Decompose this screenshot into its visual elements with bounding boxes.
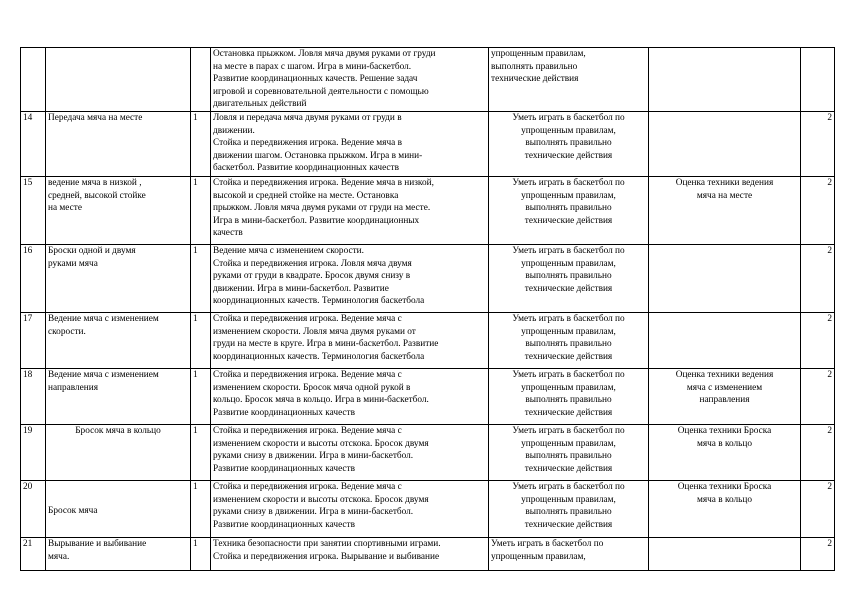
requirements-cell bbox=[489, 176, 649, 244]
activity-line: Стойка и передвижения игрока. Ловля мяча двумя bbox=[213, 258, 412, 269]
requirement-line: технические действия bbox=[524, 283, 613, 294]
control-cell bbox=[649, 368, 801, 424]
activity-line: Развитие координационных качеств bbox=[213, 463, 356, 474]
requirement-line: упрощенным правилам, bbox=[521, 258, 616, 269]
requirement-line: технические действия bbox=[524, 351, 613, 362]
requirement-line: упрощенным правилам, bbox=[521, 438, 616, 449]
topic-cell bbox=[46, 244, 191, 312]
requirement-line: технические действия bbox=[524, 215, 613, 226]
activities-cell bbox=[211, 312, 489, 368]
topic-line: средней, высокой стойке bbox=[48, 190, 146, 201]
lesson-number: 19 bbox=[23, 425, 33, 436]
hours-value: 1 bbox=[193, 538, 198, 549]
requirement-line: упрощенным правилам, bbox=[521, 190, 616, 201]
hours-value: 1 bbox=[193, 369, 198, 380]
topic-line: направления bbox=[48, 382, 98, 393]
control-cell bbox=[649, 48, 801, 112]
lesson-number-cell bbox=[21, 312, 46, 368]
hours-value: 1 bbox=[193, 481, 198, 492]
requirements-cell bbox=[489, 537, 649, 570]
topic-line: Броски одной и двумя bbox=[48, 245, 136, 256]
requirements-cell bbox=[489, 48, 649, 112]
topic-line: Ведение мяча с изменением bbox=[48, 313, 159, 324]
grade-cell bbox=[801, 176, 835, 244]
control-cell bbox=[649, 537, 801, 570]
requirement-line: Уметь играть в баскетбол по bbox=[512, 313, 625, 324]
requirement-line: упрощенным правилам, bbox=[491, 49, 586, 59]
requirement-line: технические действия bbox=[491, 74, 579, 85]
activities-cell bbox=[211, 111, 489, 176]
activity-line: двигательных действий bbox=[213, 99, 307, 110]
activity-line: Стойка и передвижения игрока. Ведение мяча с bbox=[213, 369, 402, 380]
lesson-number: 15 bbox=[23, 177, 33, 188]
requirement-line: Уметь играть в баскетбол по bbox=[512, 481, 625, 492]
grade-value: 2 bbox=[827, 313, 832, 324]
activity-line: игровой и соревновательной деятельности с помощью bbox=[213, 86, 429, 97]
topic-line: скорости. bbox=[48, 326, 86, 337]
topic-line: Бросок мяча bbox=[48, 505, 98, 516]
topic-line: руками мяча bbox=[48, 258, 98, 269]
requirement-line: выполнять правильно bbox=[525, 451, 612, 462]
hours-cell bbox=[191, 111, 211, 176]
activities-cell bbox=[211, 424, 489, 480]
requirement-line: технические действия bbox=[524, 407, 613, 418]
activity-line: Стойка и передвижения игрока. Ведение мяча в низкой, bbox=[213, 177, 434, 188]
topic-cell bbox=[46, 368, 191, 424]
requirement-line: выполнять правильно bbox=[525, 395, 612, 406]
hours-cell bbox=[191, 537, 211, 570]
table-row bbox=[21, 312, 835, 368]
lesson-number-cell bbox=[21, 48, 46, 112]
control-line: Оценка техники ведения bbox=[675, 177, 774, 188]
control-line: мяча в кольцо bbox=[696, 494, 753, 505]
topic-line: Передача мяча на месте bbox=[48, 112, 143, 123]
grade-value: 2 bbox=[827, 538, 832, 549]
topic-line: Бросок мяча в кольцо bbox=[75, 425, 161, 436]
hours-cell bbox=[191, 480, 211, 537]
requirement-line: упрощенным правилам, bbox=[521, 494, 616, 505]
control-line: Оценка техники ведения bbox=[675, 369, 774, 380]
activity-line: Игра в мини-баскетбол. Развитие координационных bbox=[213, 215, 420, 226]
lesson-number: 16 bbox=[23, 245, 33, 256]
topic-line: мяча. bbox=[48, 551, 70, 562]
activity-line: Стойка и передвижения игрока. Вырывание и выбивание bbox=[213, 551, 440, 562]
topic-line: ведение мяча в низкой , bbox=[48, 177, 142, 188]
grade-cell bbox=[801, 368, 835, 424]
control-cell bbox=[649, 111, 801, 176]
hours-cell bbox=[191, 368, 211, 424]
topic-cell bbox=[46, 48, 191, 112]
hours-value: 1 bbox=[193, 112, 198, 123]
hours-cell bbox=[191, 176, 211, 244]
requirements-cell bbox=[489, 244, 649, 312]
activities-cell bbox=[211, 368, 489, 424]
requirement-line: выполнять правильно bbox=[525, 203, 612, 214]
activity-line: координационных качеств. Терминология баскетбола bbox=[213, 351, 425, 362]
activity-line: баскетбол. Развитие координационных качеств bbox=[213, 163, 400, 174]
activity-line: качеств bbox=[213, 228, 243, 239]
hours-cell bbox=[191, 244, 211, 312]
activity-line: Техника безопасности при занятии спортивными играми. bbox=[213, 538, 441, 549]
requirements-cell bbox=[489, 368, 649, 424]
grade-value: 2 bbox=[827, 481, 832, 492]
requirement-line: технические действия bbox=[524, 463, 613, 474]
lesson-number-cell bbox=[21, 111, 46, 176]
table-row bbox=[21, 537, 835, 570]
requirement-line: Уметь играть в баскетбол по bbox=[512, 369, 625, 380]
topic-line: Ведение мяча с изменением bbox=[48, 369, 159, 380]
activity-line: прыжком. Ловля мяча двумя руками от груди на месте. bbox=[213, 203, 431, 214]
activity-line: изменением скорости и высоты отскока. Бросок двумя bbox=[213, 494, 429, 505]
activity-line: руками снизу в движении. Игра в мини-баскетбол. bbox=[213, 451, 414, 462]
requirements-cell bbox=[489, 480, 649, 537]
activity-line: изменением скорости и высоты отскока. Бросок двумя bbox=[213, 438, 429, 449]
topic-spacer bbox=[48, 481, 188, 505]
requirement-line: упрощенным правилам, bbox=[521, 125, 616, 136]
requirement-line: Уметь играть в баскетбол по bbox=[512, 112, 625, 123]
activity-line: Остановка прыжком. Ловля мяча двумя руками от груди bbox=[213, 49, 436, 59]
activity-line: Развитие координационных качеств. Решение задач bbox=[213, 74, 418, 85]
activity-line: Развитие координационных качеств bbox=[213, 519, 356, 530]
activity-line: Ловля и передача мяча двумя руками от груди в bbox=[213, 112, 402, 123]
control-line: направления bbox=[699, 395, 750, 406]
table-row bbox=[21, 368, 835, 424]
topic-line: на месте bbox=[48, 203, 82, 214]
topic-cell bbox=[46, 424, 191, 480]
lesson-number: 21 bbox=[23, 538, 33, 549]
grade-cell bbox=[801, 480, 835, 537]
grade-cell bbox=[801, 111, 835, 176]
requirement-line: выполнять правильно bbox=[525, 138, 612, 149]
topic-cell bbox=[46, 312, 191, 368]
hours-cell bbox=[191, 312, 211, 368]
lesson-number: 17 bbox=[23, 313, 33, 324]
activities-cell bbox=[211, 244, 489, 312]
hours-value: 1 bbox=[193, 245, 198, 256]
lesson-number: 20 bbox=[23, 481, 33, 492]
grade-cell bbox=[801, 244, 835, 312]
lesson-number-cell bbox=[21, 176, 46, 244]
lesson-number-cell bbox=[21, 244, 46, 312]
control-line: мяча на месте bbox=[696, 190, 753, 201]
activities-cell bbox=[211, 537, 489, 570]
lesson-number-cell bbox=[21, 424, 46, 480]
control-cell bbox=[649, 244, 801, 312]
table-row bbox=[21, 176, 835, 244]
activities-cell bbox=[211, 48, 489, 112]
activity-line: изменением скорости. Бросок мяча одной рукой в bbox=[213, 382, 411, 393]
activity-line: движении. Игра в мини-баскетбол. Развитие bbox=[213, 283, 389, 294]
activity-line: Стойка и передвижения игрока. Ведение мяча с bbox=[213, 481, 402, 492]
activity-line: изменением скорости. Ловля мяча двумя руками от bbox=[213, 326, 416, 337]
control-cell bbox=[649, 480, 801, 537]
grade-value: 2 bbox=[827, 245, 832, 256]
table-row bbox=[21, 424, 835, 480]
requirement-line: технические действия bbox=[524, 519, 613, 530]
control-cell bbox=[649, 312, 801, 368]
requirements-cell bbox=[489, 424, 649, 480]
table-row bbox=[21, 111, 835, 176]
hours-cell bbox=[191, 424, 211, 480]
topic-cell bbox=[46, 537, 191, 570]
topic-cell bbox=[46, 111, 191, 176]
control-line: мяча в кольцо bbox=[696, 438, 753, 449]
requirement-line: выполнять правильно bbox=[525, 271, 612, 282]
activity-line: движении. bbox=[213, 125, 255, 136]
activity-line: высокой и средней стойке на месте. Остановка bbox=[213, 190, 399, 201]
activity-line: Стойка и передвижения игрока. Ведение мяча с bbox=[213, 313, 402, 324]
activity-line: движении шагом. Остановка прыжком. Игра в мини- bbox=[213, 150, 423, 161]
table-row bbox=[21, 480, 835, 537]
requirement-line: выполнять правильно bbox=[525, 507, 612, 518]
requirement-line: Уметь играть в баскетбол по bbox=[512, 177, 625, 188]
activity-line: Ведение мяча с изменением скорости. bbox=[213, 245, 364, 256]
table-row bbox=[21, 244, 835, 312]
topic-cell bbox=[46, 480, 191, 537]
grade-cell bbox=[801, 424, 835, 480]
grade-value: 2 bbox=[827, 112, 832, 123]
lesson-number-cell bbox=[21, 537, 46, 570]
activities-cell bbox=[211, 176, 489, 244]
requirement-line: выполнять правильно bbox=[491, 61, 578, 72]
table-row bbox=[21, 48, 835, 112]
topic-line: Вырывание и выбивание bbox=[48, 538, 147, 549]
requirement-line: упрощенным правилам, bbox=[521, 326, 616, 337]
activity-line: руками от груди в квадрате. Бросок двумя снизу в bbox=[213, 271, 411, 282]
requirement-line: Уметь играть в баскетбол по bbox=[491, 538, 604, 549]
activity-line: кольцо. Бросок мяча в кольцо. Игра в мини-баскетбол. bbox=[213, 395, 429, 406]
requirements-cell bbox=[489, 312, 649, 368]
requirement-line: выполнять правильно bbox=[525, 339, 612, 350]
activity-line: Стойка и передвижения игрока. Ведение мяча в bbox=[213, 138, 402, 149]
table-body bbox=[21, 48, 835, 571]
lesson-number: 18 bbox=[23, 369, 33, 380]
activity-line: руками снизу в движении. Игра в мини-баскетбол. bbox=[213, 507, 414, 518]
lesson-number: 14 bbox=[23, 112, 33, 123]
hours-value: 1 bbox=[193, 425, 198, 436]
activities-cell bbox=[211, 480, 489, 537]
requirement-line: Уметь играть в баскетбол по bbox=[512, 425, 625, 436]
hours-cell bbox=[191, 48, 211, 112]
grade-cell bbox=[801, 312, 835, 368]
hours-value: 1 bbox=[193, 313, 198, 324]
requirement-line: технические действия bbox=[524, 150, 613, 161]
activity-line: Стойка и передвижения игрока. Ведение мяча с bbox=[213, 425, 402, 436]
requirement-line: упрощенным правилам, bbox=[491, 551, 586, 562]
requirement-line: Уметь играть в баскетбол по bbox=[512, 245, 625, 256]
activity-line: координационных качеств. Терминология баскетбола bbox=[213, 296, 425, 307]
grade-cell bbox=[801, 537, 835, 570]
topic-cell bbox=[46, 176, 191, 244]
grade-value: 2 bbox=[827, 425, 832, 436]
control-line: Оценка техники Броска bbox=[677, 481, 772, 492]
control-cell bbox=[649, 176, 801, 244]
grade-value: 2 bbox=[827, 369, 832, 380]
lesson-number-cell bbox=[21, 368, 46, 424]
requirements-cell bbox=[489, 111, 649, 176]
lesson-plan-table bbox=[20, 47, 835, 571]
control-line: мяча с изменением bbox=[686, 382, 763, 393]
grade-value: 2 bbox=[827, 177, 832, 188]
activity-line: Развитие координационных качеств bbox=[213, 407, 356, 418]
grade-cell bbox=[801, 48, 835, 112]
requirement-line: упрощенным правилам, bbox=[521, 382, 616, 393]
hours-value: 1 bbox=[193, 177, 198, 188]
activity-line: груди на месте в круге. Игра в мини-баскетбол. Развитие bbox=[213, 339, 439, 350]
control-line: Оценка техники Броска bbox=[677, 425, 772, 436]
lesson-number-cell bbox=[21, 480, 46, 537]
control-cell bbox=[649, 424, 801, 480]
activity-line: на месте в парах с шагом. Игра в мини-баскетбол. bbox=[213, 61, 412, 72]
